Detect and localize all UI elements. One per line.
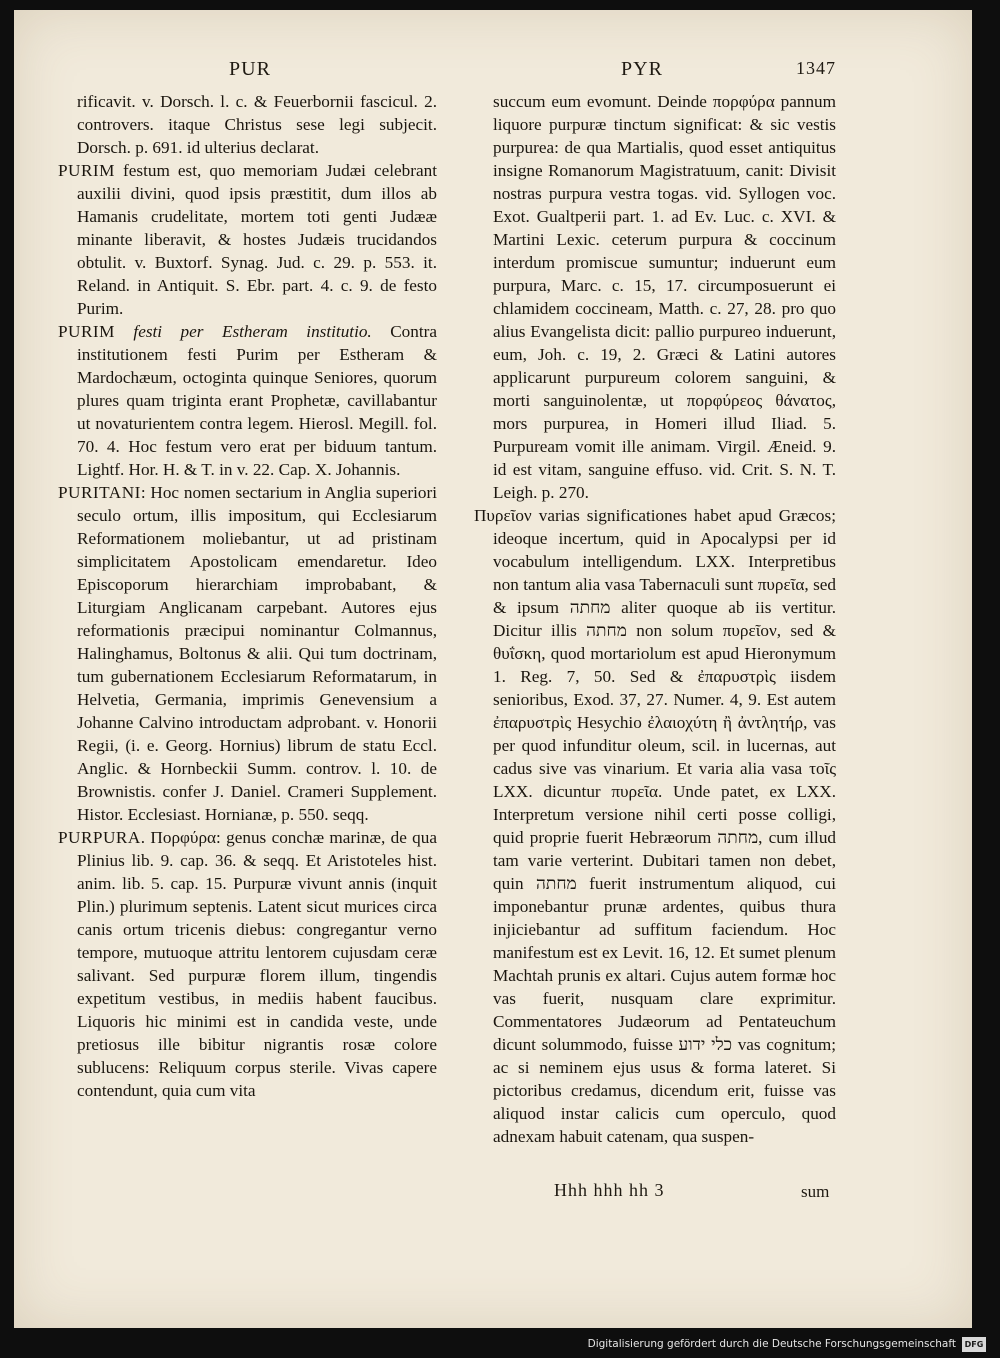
entry-continuation: succum eum evomunt. Deinde πορφύρα pannum liquore purpuræ tinctum significat: & sic vestis purpurea: de qua Martialis, quod esset antiquitus insigne Romanorum Magistratuum, canit: Divisit nostras purpura vestra togas. vid. Syllogen voc. Exot. Gualtperii part. 1. ad Ev. Luc. c. XVI. & Martini Lexic. ceterum purpura & coccinum interdum promiscue sumuntur; induerunt eum purpura, Marc. c. 15, 17. circumposuerunt ei chlamidem coccineam, Matth. c. 27, 28. pro quo alius Evangelista dicit: pallio purpureo induerunt, eum, Joh. c. 19, 2. Græci & Latini autores applicarunt purpureum colorem sanguini, & morti sanguinolentæ, ut πορφύρεος θάνατος, mors purpurea, in Homeri illud Iliad. 5. Purpuream vomit ille animam. Virgil. Æneid. 9. id est vitam, sanguine effuso. vid. Crit. S. N. T. Leigh. p. 270. (493, 92, 836, 502)
lemma: Πυρεῖον (474, 506, 532, 525)
book-page (14, 10, 972, 1328)
entry-purim-institutio (58, 320, 437, 481)
entry-purim (58, 159, 437, 320)
footer-bar (0, 1336, 1000, 1358)
dfg-logo-icon: DFG (962, 1337, 986, 1352)
lemma: PURITANI (58, 483, 141, 502)
page-number: 1347 (796, 58, 836, 78)
funding-notice: Digitalisierung gefördert durch die Deutsche Forschungsgemeinschaft (587, 1338, 956, 1350)
entry-text: varias significationes habet apud Græcos; ideoque incertum, quid in Apocalypsi per id vocabulum intelligendum. LXX. Interpretibus non tantum alia vasa Tabernaculi sunt πυρεῖα, sed & ipsum מחתה aliter quoque ab iis vertitur. Dicitur illis מחתה non solum πυρεῖον, sed & θυΐσκη, quod mortariolum est apud Hieronymum 1. Reg. 7, 50. Sed & ἐπαρυστρὶς iisdem senioribus, Exod. 37, 27. Numer. 4, 9. Est autem ἐπαρυστρὶς Hesychio ἐλαιοχύτη ἢ ἀντλητήρ, vas per quod infunditur oleum, scil. in lucernas, aut cadus sive vas vinarium. Et varia alia vasa τοῖς LXX. dicuntur πυρεῖα. Unde patet, ex LXX. Interpretum versione nihil certi posse colligi, quid proprie fuerit Hebræorum מחתה, cum illud tam varie verterint. Dubitari tamen non debet, quin מחתה fuerit instrumentum aliquod, cui imponebantur prunæ ardentes, quibus thura injiciebantur ad suffitum faciendum. Hoc manifestum est ex Levit. 16, 12. Et sumet plenum Machtah prunis ex altari. Cujus autem formæ hoc vas fuerit, nusquam clare exprimitur. Commentatores Judæorum ad Pentateuchum dicunt solummodo, fuisse כלי ידוע vas cognitum; ac si neminem ejus usus & forma lateret. Si pictoribus credamus, dicendum erit, fuisse vas aliquod instar calicis cum operculo, quod adnexam habuit catenam, qua suspen- (493, 506, 837, 1146)
entry-text: festum est, quo memoriam Judæi celebrant auxilii divini, quod ipsis præstitit, dum illos ab Hamanis crudelitate, mortem toti genti Judææ minante liberavit, & hostes Judæis trucidandos obtulit. v. Buxtorf. Synag. Jud. c. 29. p. 553. it. Reland. in Antiquit. S. Ebr. part. 4. c. 9. de festo Purim. (77, 161, 437, 318)
lemma: PURIM (58, 161, 115, 180)
lemma-subtitle: festi per Estheram institutio. (114, 322, 372, 341)
entry-text: Contra institutionem festi Purim per Estheram & Mardochæum, octoginta quinque Seniores, quorum plures quam triginta erant Prophetæ, cavillabantur ut novaturientem contra legem. Hierosl. Megill. fol. 70. 4. Hoc festum vero erat per biduum tantum. Lightf. Hor. H. & T. in v. 22. Cap. X. Johannis. (77, 322, 437, 479)
entry-text: : Hoc nomen sectarium in Anglia superiori seculo ortum, illis impositum, qui Ecclesiarum Reformationem moliebantur, ut ad pristinam simplicitatem Apostolicam emendaretur. Ideo Episcoporum hierarchiam improbabant, & Liturgiam Anglicanam carpebant. Autores ejus reformationis præcipui nominantur Colmannus, Halinghamus, Boltonus & alii. Qui tum doctrinam, tum gubernationem Ecclesiarum Reformatarum, in Helvetia, Germania, imprimis Genevensium a Johanne Calvino introductam adprobant. v. Honorii Regii, (i. e. Georg. Hornius) librum de statu Eccl. Anglic. & Hornbeckii Summ. controv. l. 10. de Brownistis. confer J. Daniel. Crameri Supplement. Histor. Ecclesiast. Hornianæ, p. 550. seqq. (77, 483, 437, 824)
lemma: PURPURA (58, 828, 141, 847)
entry-text: . Πορφύρα: genus conchæ marinæ, de qua Plinius lib. 9. cap. 36. & seqq. Et Aristoteles hist. anim. lib. 5. cap. 15. Purpuræ vivunt annis (inquit Plin.) plurimum septenis. Latent sicut murices circa canis ortum tricenis diebus: congregantur verno tempore, mutuoque attritu lentorem cujusdam ceræ salivant. Sed purpuræ florem illum, tingendis expetitum vestibus, in mediis habent faucibus. Liquoris hic minimi est in candida veste, unde pretiosus ille bibitur nigrantis rosæ colore sublucens: Reliquum corpus sterile. Vivas capere contendunt, quia cum vita (77, 828, 437, 1100)
entry-pyreion (474, 504, 836, 1148)
running-head-left: PUR (229, 58, 271, 80)
catchword: sum (801, 1182, 830, 1201)
entry-puritani (58, 481, 437, 826)
entry-continuation: rificavit. v. Dorsch. l. c. & Feuerbornii fascicul. 2. controvers. itaque Christus sese legi subjecit. Dorsch. p. 691. id ulterius declarat. (77, 92, 437, 157)
running-head-center: PYR (621, 58, 663, 80)
right-column (474, 90, 836, 1148)
lemma: PURIM (58, 322, 115, 341)
left-column (58, 90, 437, 1102)
entry-purpura (58, 826, 437, 1102)
signature-mark: Hhh hhh hh 3 (554, 1180, 665, 1200)
